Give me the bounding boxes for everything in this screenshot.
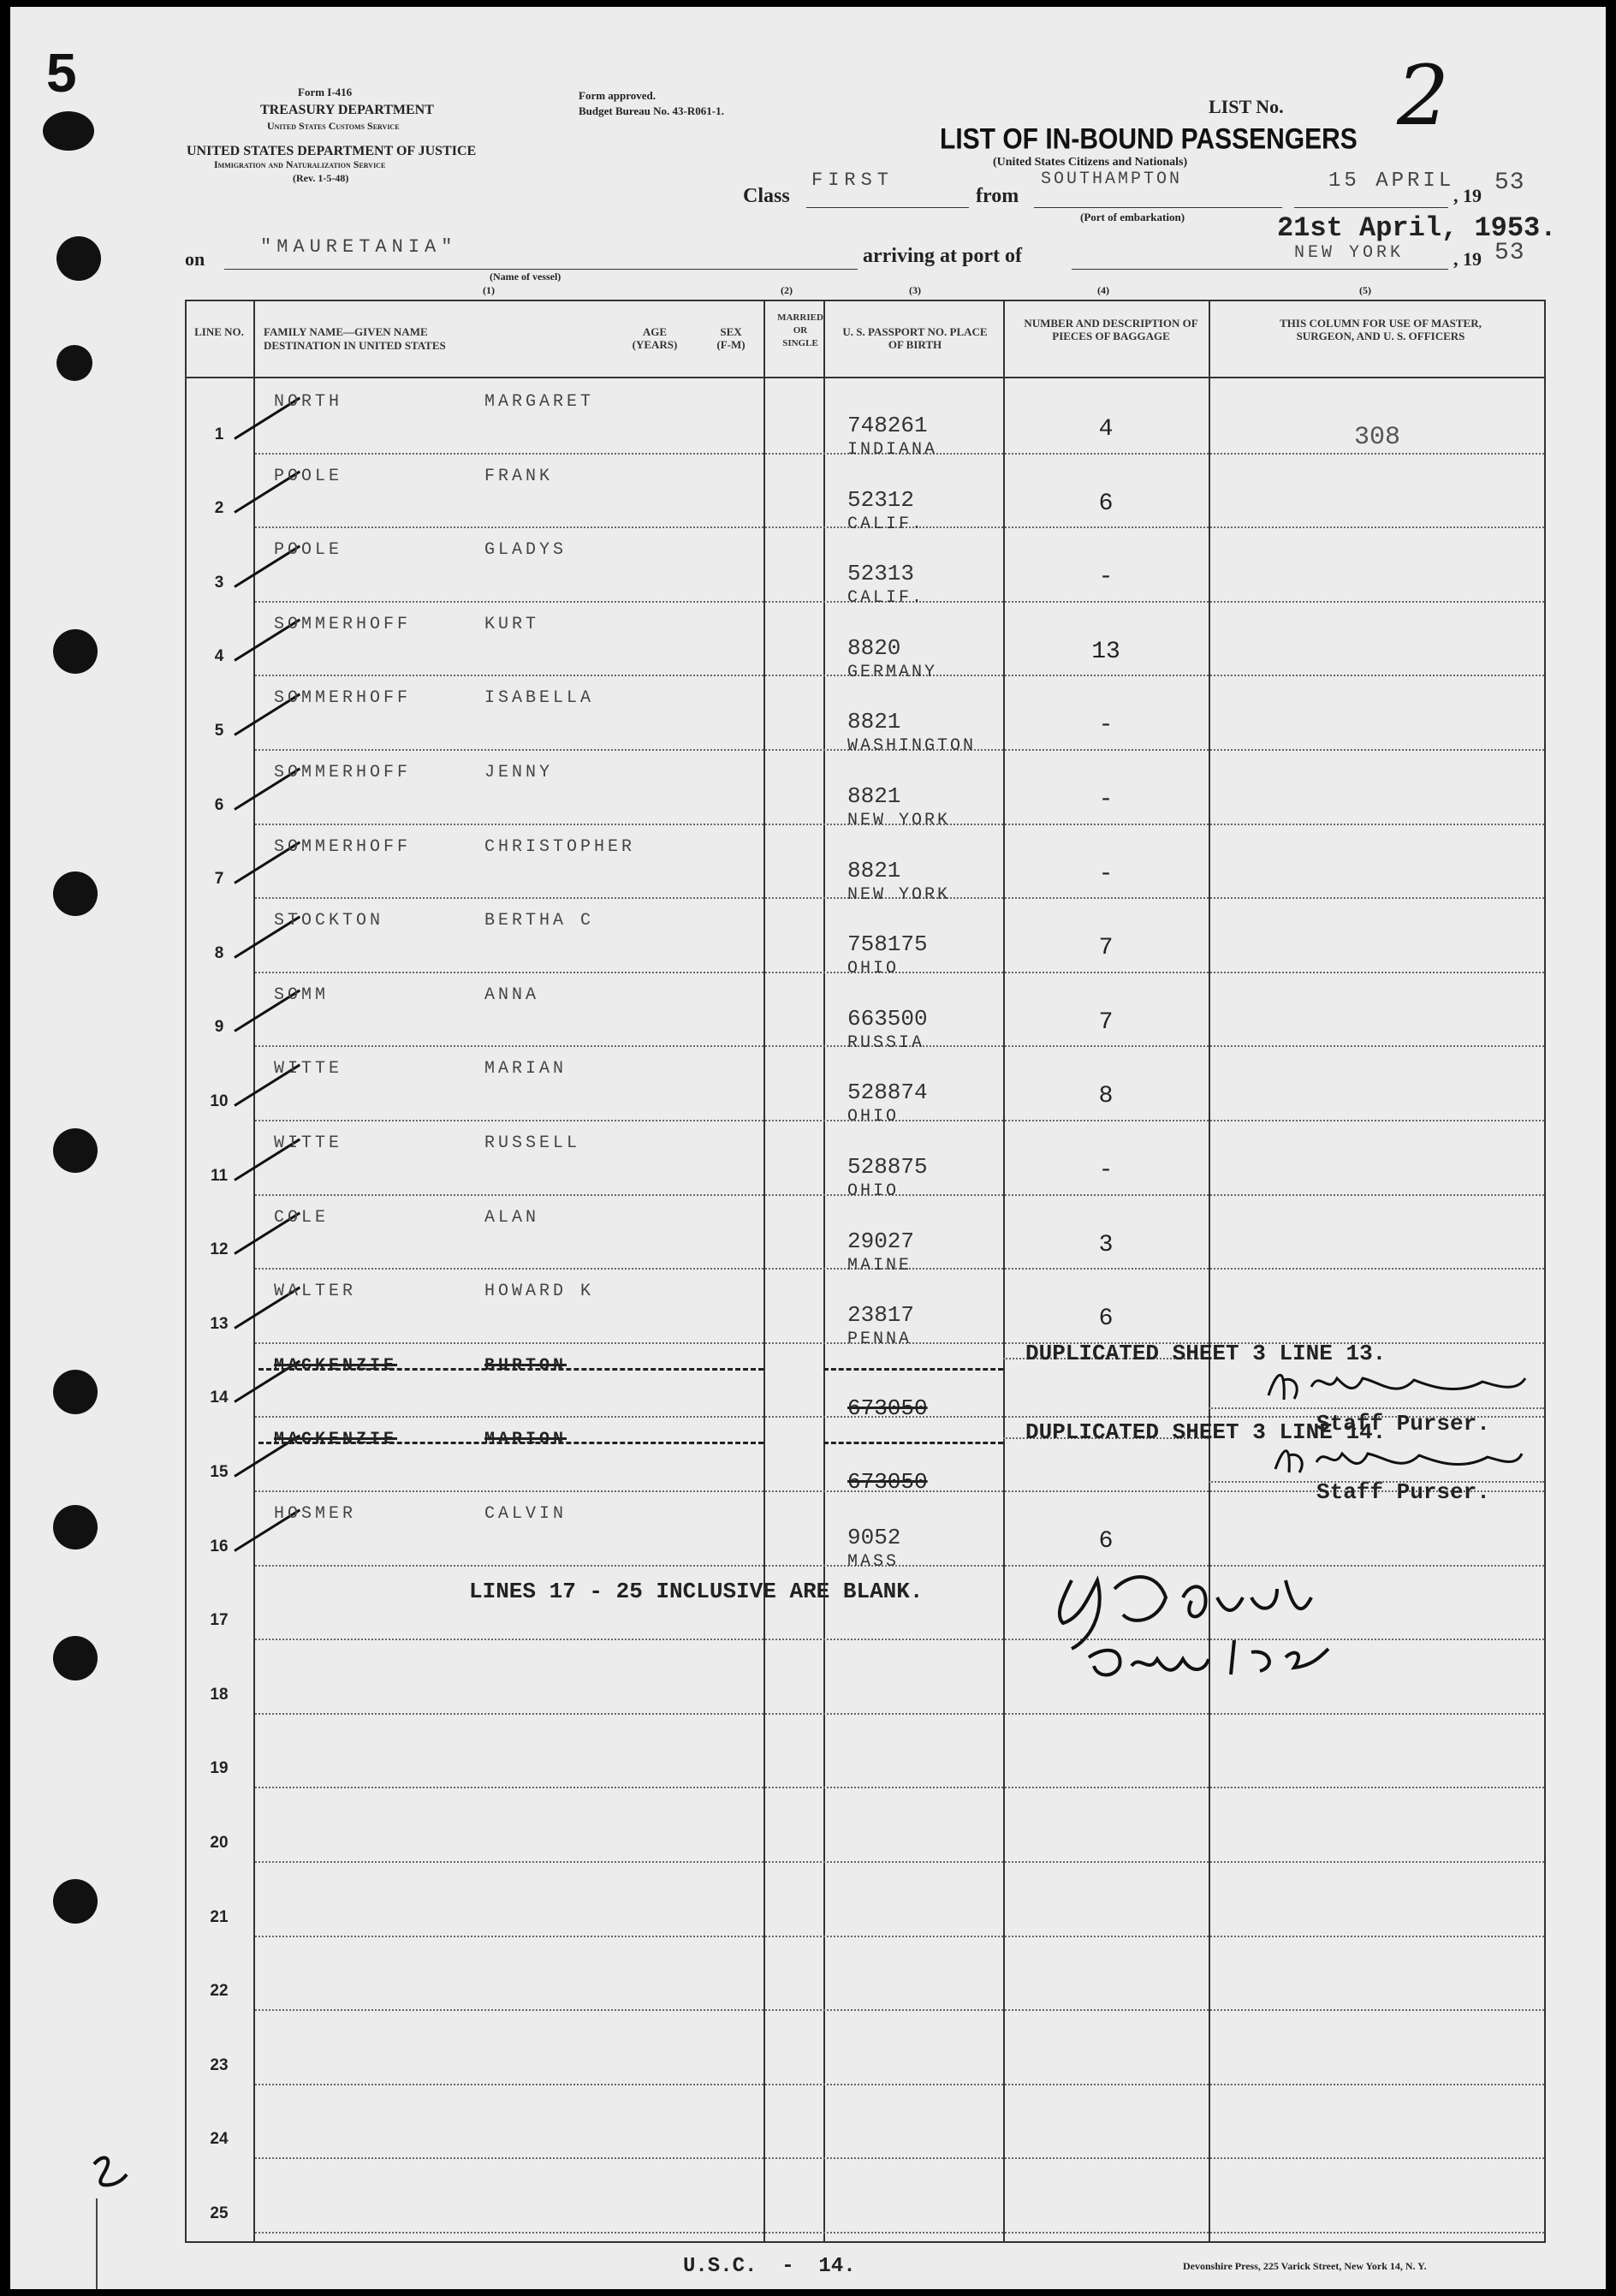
family-name: POOLE	[274, 540, 343, 561]
place-of-birth: GERMANY	[847, 662, 938, 682]
passport-number: 528874	[847, 1080, 928, 1106]
passport-number: 9052	[847, 1525, 901, 1550]
baggage-count: 4	[1098, 416, 1114, 443]
line-number: 3	[214, 573, 224, 592]
family-name: POOLE	[274, 466, 343, 486]
revision-date: (Rev. 1-5-48)	[293, 172, 349, 184]
given-name: ANNA	[484, 984, 540, 1005]
line-no-divider	[253, 300, 255, 2243]
header-age: AGE (YEARS)	[632, 325, 678, 351]
row-separator	[255, 972, 1544, 973]
blank-lines-note: LINES 17 - 25 INCLUSIVE ARE BLANK.	[469, 1579, 924, 1604]
date-underline	[1294, 207, 1448, 208]
line-number: 18	[210, 1685, 229, 1704]
binder-hole	[53, 1879, 98, 1924]
line-number: 15	[210, 1463, 229, 1481]
year2-prefix: , 19	[1453, 248, 1482, 270]
header-passport: U. S. PASSPORT NO. PLACE OF BIRTH	[842, 325, 988, 351]
corner-mark: 5	[46, 42, 77, 104]
place-of-birth: MAINE	[847, 1255, 912, 1276]
line-number: 13	[210, 1314, 229, 1333]
line-number: 21	[210, 1907, 229, 1926]
strike-dotted	[823, 1442, 1003, 1444]
line-number: 22	[210, 1982, 229, 2001]
line-number: 24	[210, 2130, 229, 2149]
binder-hole	[53, 1128, 98, 1173]
family-name: WITTE	[274, 1059, 343, 1080]
family-name: SOMMERHOFF	[274, 688, 412, 709]
footer-usc: U.S.C. - 14.	[683, 2255, 856, 2278]
married-divider	[823, 300, 825, 2243]
passport-number: 8821	[847, 709, 901, 735]
margin-mark	[84, 2147, 135, 2198]
given-name: KURT	[484, 614, 540, 634]
baggage-count: 3	[1098, 1231, 1114, 1258]
line-number: 2	[214, 499, 224, 518]
row-separator	[255, 1861, 1544, 1863]
table-top-border	[185, 300, 1546, 301]
family-name: SOMMERHOFF	[274, 763, 412, 782]
table-right-border	[1544, 300, 1546, 2243]
form-subtitle: (United States Citizens and Nationals)	[993, 156, 1188, 169]
family-name: STOCKTON	[274, 911, 384, 931]
class-value: FIRST	[811, 170, 894, 191]
from-underline	[1034, 207, 1282, 208]
family-name: NORTH	[274, 392, 343, 412]
year-value: 53	[1494, 170, 1525, 196]
form-number: Form I-416	[298, 86, 353, 98]
family-name: SOMM	[274, 984, 330, 1005]
line-number: 19	[210, 1759, 229, 1778]
column-number-3: (3)	[909, 284, 921, 296]
given-name: BERTHA C	[484, 911, 595, 931]
header-line-no: LINE NO.	[194, 325, 244, 338]
passport-number: 663500	[847, 1005, 928, 1032]
port-embarkation-caption: (Port of embarkation)	[1080, 211, 1185, 223]
row-separator	[255, 1194, 1544, 1196]
line-number: 25	[210, 2204, 229, 2222]
given-name: FRANK	[484, 466, 554, 486]
line-number: 20	[210, 1834, 229, 1852]
baggage-count: 6	[1098, 490, 1114, 517]
passport-number: 52313	[847, 561, 915, 587]
baggage-count: 6	[1098, 1306, 1114, 1333]
inspector-signature	[1037, 1563, 1405, 1692]
family-name: SOMMERHOFF	[274, 614, 412, 634]
baggage-count: -	[1098, 787, 1114, 813]
strike-dotted	[258, 1442, 763, 1444]
column-number-5: (5)	[1359, 284, 1371, 296]
line-number: 6	[214, 795, 224, 814]
from-label: from	[976, 185, 1019, 207]
line-number: 12	[210, 1240, 229, 1259]
line-number: 8	[214, 943, 224, 962]
family-name: MACKENZIE	[274, 1430, 398, 1450]
staff-purser-2: Staff Purser.	[1316, 1479, 1490, 1505]
binder-hole	[53, 871, 98, 916]
place-of-birth: PENNA	[847, 1329, 912, 1350]
passport-number: 8820	[847, 634, 901, 661]
binder-hole	[56, 236, 101, 281]
column-number-2: (2)	[781, 284, 793, 296]
binder-hole	[56, 345, 92, 381]
baggage-count: 7	[1098, 935, 1114, 962]
family-name: SOMMERHOFF	[274, 836, 412, 857]
place-of-birth: OHIO	[847, 959, 900, 979]
given-name: MARIAN	[484, 1059, 567, 1080]
departure-date: 15 APRIL	[1328, 170, 1455, 193]
given-name: GLADYS	[484, 540, 567, 561]
baggage-count: 13	[1091, 638, 1120, 665]
family-name: MACKENZIE	[274, 1355, 398, 1376]
given-name: ALAN	[484, 1207, 540, 1228]
from-value: SOUTHAMPTON	[1041, 170, 1183, 189]
header-destination: DESTINATION IN UNITED STATES	[264, 339, 446, 352]
place-of-birth: INDIANA	[847, 440, 938, 460]
place-of-birth: OHIO	[847, 1181, 900, 1201]
passport-number: 758175	[847, 931, 928, 958]
passport-number: 8821	[847, 783, 901, 809]
list-no-handwritten: 2	[1397, 48, 1450, 144]
on-label: on	[185, 248, 205, 270]
baggage-count: -	[1098, 564, 1114, 592]
given-name: ISABELLA	[484, 688, 595, 709]
line-number: 9	[214, 1018, 224, 1037]
year2-value: 53	[1494, 240, 1525, 266]
dept-of-justice: UNITED STATES DEPARTMENT OF JUSTICE	[187, 144, 477, 158]
given-name: HOWARD K	[484, 1282, 595, 1302]
row-separator	[255, 1713, 1544, 1715]
passport-number: 23817	[847, 1302, 915, 1329]
place-of-birth: CALIF.	[847, 514, 925, 534]
passport-number: 673050	[847, 1469, 928, 1496]
row-separator	[255, 1787, 1544, 1788]
place-of-birth: RUSSIA	[847, 1032, 925, 1053]
port-underline	[1072, 269, 1448, 270]
binder-hole	[53, 1505, 98, 1550]
family-name: COLE	[274, 1207, 330, 1228]
year-prefix: , 19	[1453, 185, 1482, 206]
line-number: 17	[210, 1611, 229, 1630]
place-of-birth: OHIO	[847, 1107, 900, 1127]
duplicated-line-14-note: DUPLICATED SHEET 3 LINE 13.	[1025, 1341, 1387, 1366]
given-name: RUSSELL	[484, 1133, 581, 1153]
line-number: 1	[214, 425, 224, 443]
baggage-count: -	[1098, 712, 1114, 740]
line-number: 11	[210, 1166, 229, 1185]
treasury-department: TREASURY DEPARTMENT	[260, 103, 434, 117]
passport-number: 29027	[847, 1228, 915, 1254]
given-name: MARION	[484, 1430, 567, 1450]
column-number-4: (4)	[1097, 284, 1109, 296]
purser-signature-1	[1260, 1361, 1534, 1409]
passport-divider	[1003, 300, 1005, 2243]
footer-printer: Devonshire Press, 225 Varick Street, New York 14, N. Y.	[1183, 2260, 1427, 2272]
row-separator	[255, 1936, 1544, 1937]
given-name: BURTON	[484, 1355, 567, 1376]
header-officers: THIS COLUMN FOR USE OF MASTER, SURGEON, AND U. S. OFFICERS	[1280, 317, 1482, 342]
budget-bureau: Budget Bureau No. 43-R061-1.	[579, 104, 724, 117]
passport-number: 52312	[847, 486, 915, 513]
table-header-rule	[185, 377, 1546, 378]
given-name: MARGARET	[484, 392, 595, 412]
vessel-caption: (Name of vessel)	[490, 271, 561, 283]
document-page	[10, 7, 1606, 2289]
duplicated-line-15-note: DUPLICATED SHEET 3 LINE 14.	[1025, 1419, 1387, 1445]
line-number: 10	[210, 1092, 229, 1110]
arriving-label: arriving at port of	[863, 245, 1022, 267]
place-of-birth: NEW YORK	[847, 811, 951, 830]
arrival-port: NEW YORK	[1294, 243, 1405, 263]
vessel-underline	[224, 269, 858, 270]
header-sex: SEX (F-M)	[716, 325, 746, 351]
given-name: CHRISTOPHER	[484, 836, 636, 857]
baggage-count: -	[1098, 1157, 1114, 1184]
header-family-name: FAMILY NAME—GIVEN NAME	[264, 325, 428, 338]
row-separator	[255, 2157, 1544, 2159]
name-divider	[763, 300, 765, 2243]
passport-number: 528875	[847, 1154, 928, 1180]
line-number: 5	[214, 722, 224, 740]
line-number: 4	[214, 647, 224, 666]
place-of-birth: CALIF.	[847, 588, 925, 609]
class-underline	[806, 207, 969, 208]
baggage-count: 6	[1098, 1528, 1114, 1555]
strike-dotted	[823, 1368, 1003, 1371]
officer-note: 308	[1354, 423, 1401, 452]
form-title: LIST OF IN-BOUND PASSENGERS	[940, 122, 1358, 156]
binder-hole	[53, 1370, 98, 1414]
place-of-birth: WASHINGTON	[847, 736, 977, 757]
immigration-service: Immigration and Naturalization Service	[214, 158, 386, 170]
dup-dotted-box-2	[1209, 1481, 1544, 1483]
place-of-birth: NEW YORK	[847, 884, 951, 905]
baggage-count: 7	[1098, 1008, 1114, 1036]
binder-hole	[53, 629, 98, 674]
list-no-label: LIST No.	[1209, 96, 1284, 117]
passport-number: 748261	[847, 413, 928, 438]
baggage-divider	[1209, 300, 1210, 2243]
strike-dotted	[258, 1368, 763, 1371]
vessel-name: "MAURETANIA"	[260, 236, 458, 258]
arrival-stamp: 21st April, 1953.	[1277, 212, 1557, 244]
given-name: CALVIN	[484, 1504, 567, 1524]
given-name: JENNY	[484, 763, 554, 782]
table-left-border	[185, 300, 187, 2243]
column-number-1: (1)	[483, 284, 495, 296]
family-name: WITTE	[274, 1133, 343, 1153]
customs-service: United States Customs Service	[267, 120, 400, 132]
line-number: 16	[210, 1537, 229, 1555]
binder-hole	[53, 1636, 98, 1680]
baggage-count: -	[1098, 860, 1114, 888]
line-number: 23	[210, 2055, 229, 2074]
row-separator	[255, 2232, 1544, 2234]
margin-rule	[96, 2198, 98, 2289]
row-separator	[255, 2009, 1544, 2011]
line-number: 7	[214, 870, 224, 889]
row-separator	[255, 2084, 1544, 2085]
table-bottom-border	[185, 2241, 1546, 2243]
place-of-birth: MASS	[847, 1552, 900, 1572]
family-name: HOSMER	[274, 1504, 357, 1524]
header-married: MARRIED OR SINGLE	[777, 312, 823, 348]
passport-number: 673050	[847, 1395, 928, 1421]
class-label: Class	[743, 185, 790, 207]
baggage-count: 8	[1098, 1083, 1114, 1110]
passport-number: 8821	[847, 857, 901, 883]
purser-signature-2	[1268, 1438, 1525, 1481]
binder-hole	[43, 111, 94, 151]
form-approved: Form approved.	[579, 89, 656, 102]
family-name: WALTER	[274, 1282, 357, 1302]
row-separator	[255, 1120, 1544, 1121]
header-baggage: NUMBER AND DESCRIPTION OF PIECES OF BAGGAGE	[1024, 317, 1198, 342]
line-number: 14	[210, 1389, 229, 1407]
staff-purser-1: Staff Purser.	[1316, 1411, 1490, 1436]
